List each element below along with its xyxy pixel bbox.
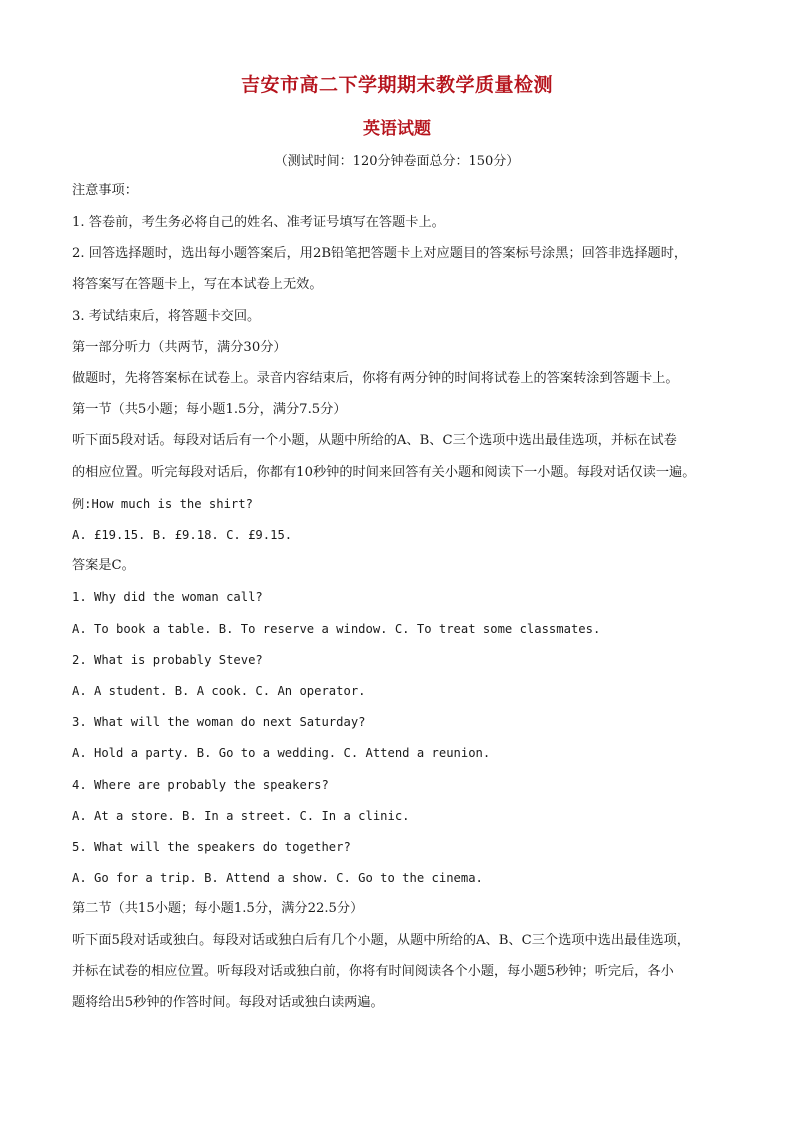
section2-heading: 第二节（共15小题；每小题1.5分，满分22.5分） <box>72 901 364 916</box>
question-options: A. To book a table. B. To reserve a window. C. To treat some classmates. <box>72 622 601 636</box>
question: 3. What will the woman do next Saturday? <box>72 715 366 729</box>
example-options: A. £19.15. B. £9.18. C. £9.15. <box>72 528 293 542</box>
question: 1. Why did the woman call? <box>72 590 263 604</box>
question: 4. Where are probably the speakers? <box>72 778 329 792</box>
section2-intro: 题将给出5秒钟的作答时间。每段对话或独白读两遍。 <box>72 995 384 1010</box>
example-answer: 答案是C。 <box>72 558 135 573</box>
question-options: A. At a store. B. In a street. C. In a clinic. <box>72 809 410 823</box>
exam-info: （测试时间：120分钟卷面总分：150分） <box>274 154 520 169</box>
section2-intro: 并标在试卷的相应位置。听每段对话或独白前，你将有时间阅读各个小题，每小题5秒钟；听完后，各小 <box>72 964 674 979</box>
document-subtitle: 英语试题 <box>363 119 431 139</box>
note-item: 1. 答卷前，考生务必将自己的姓名、准考证号填写在答题卡上。 <box>72 215 445 230</box>
section2-intro: 听下面5段对话或独白。每段对话或独白后有几个小题，从题中所给的A、B、C三个选项中选出最佳选项， <box>72 933 690 948</box>
question-options: A. Go for a trip. B. Attend a show. C. Go to the cinema. <box>72 871 483 885</box>
question-options: A. A student. B. A cook. C. An operator. <box>72 684 366 698</box>
section1-heading: 第一节（共5小题；每小题1.5分，满分7.5分） <box>72 402 347 417</box>
section1-intro: 的相应位置。听完每段对话后，你都有10秒钟的时间来回答有关小题和阅读下一小题。每段对话仅读一遍。 <box>72 465 696 480</box>
example-question: 例:How much is the shirt? <box>72 497 253 511</box>
part1-intro: 做题时，先将答案标在试卷上。录音内容结束后，你将有两分钟的时间将试卷上的答案转涂到答题卡上。 <box>72 371 679 386</box>
question: 5. What will the speakers do together? <box>72 840 351 854</box>
question-options: A. Hold a party. B. Go to a wedding. C. Attend a reunion. <box>72 746 491 760</box>
question: 2. What is probably Steve? <box>72 653 263 667</box>
note-item: 3. 考试结束后，将答题卡交回。 <box>72 309 261 324</box>
note-item: 2. 回答选择题时，选出每小题答案后，用2B铅笔把答题卡上对应题目的答案标号涂黑；回答非选择题时， <box>72 246 688 261</box>
notes-heading: 注意事项： <box>72 183 138 198</box>
section1-intro: 听下面5段对话。每段对话后有一个小题，从题中所给的A、B、C三个选项中选出最佳选项，并标在试卷 <box>72 433 677 448</box>
document-title: 吉安市高二下学期期末教学质量检测 <box>240 74 553 96</box>
part1-heading: 第一部分听力（共两节，满分30分） <box>72 340 287 355</box>
note-item: 将答案写在答题卡上，写在本试卷上无效。 <box>72 277 323 292</box>
